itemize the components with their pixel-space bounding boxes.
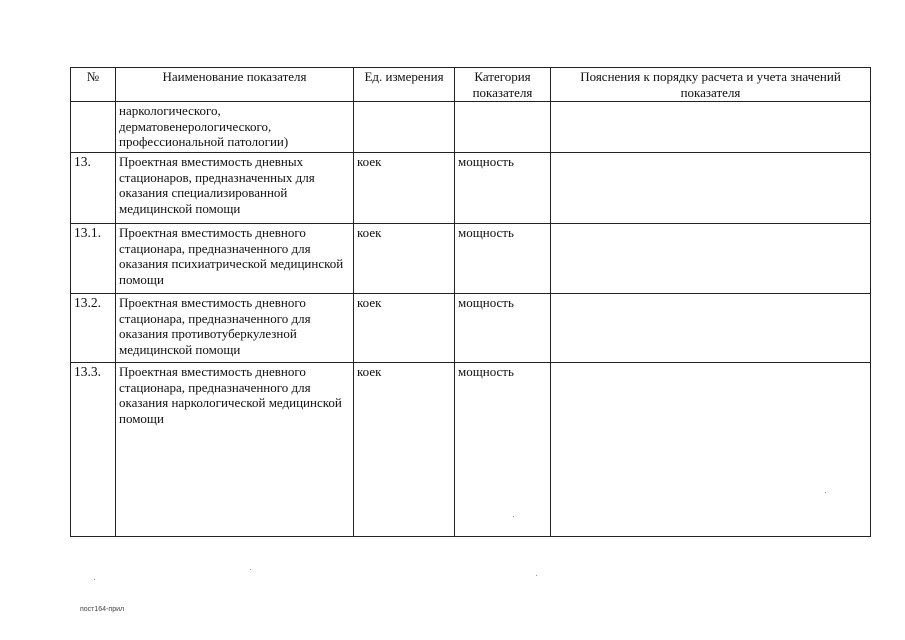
- table-row: [71, 153, 871, 224]
- table-row: [71, 294, 871, 363]
- table-header-row: [71, 68, 871, 102]
- header-num: №: [71, 68, 116, 102]
- row-notes: [551, 224, 871, 294]
- row-name: наркологического, дерматовенерологического, профессиональной патологии): [116, 102, 354, 153]
- header-notes: Пояснения к порядку расчета и учета значений показателя: [551, 68, 871, 102]
- row-unit: коек: [354, 294, 455, 363]
- row-name: Проектная вместимость дневного стационара, предназначенного для оказания психиатрической медицинской помощи: [116, 224, 354, 294]
- row-unit: коек: [354, 224, 455, 294]
- row-name: Проектная вместимость дневных стационаров, предназначенных для оказания специализированной медицинской помощи: [116, 153, 354, 224]
- scan-speck: [536, 575, 537, 576]
- table-row: [71, 363, 871, 537]
- header-unit: Ед. измерения: [354, 68, 455, 102]
- row-notes: [551, 363, 871, 537]
- scan-speck: [94, 579, 95, 580]
- table-row: [71, 224, 871, 294]
- row-unit: коек: [354, 363, 455, 537]
- row-category: мощность: [455, 224, 551, 294]
- row-name: Проектная вместимость дневного стационара, предназначенного для оказания противотуберкулезной медицинской помощи: [116, 294, 354, 363]
- indicator-table: [70, 67, 871, 537]
- header-category: Категория показателя: [455, 68, 551, 102]
- scan-speck: [250, 569, 251, 570]
- row-category: мощность: [455, 363, 551, 537]
- footer-stamp: пост164-прил: [80, 606, 125, 613]
- row-notes: [551, 102, 871, 153]
- row-num: [71, 102, 116, 153]
- row-category: мощность: [455, 153, 551, 224]
- scan-speck: [513, 516, 514, 517]
- row-num: 13.: [71, 153, 116, 224]
- scan-speck: [825, 492, 826, 493]
- table-row: [71, 102, 871, 153]
- row-num: 13.2.: [71, 294, 116, 363]
- row-unit: [354, 102, 455, 153]
- row-notes: [551, 153, 871, 224]
- row-num: 13.3.: [71, 363, 116, 537]
- row-notes: [551, 294, 871, 363]
- row-category: [455, 102, 551, 153]
- header-name: Наименование показателя: [116, 68, 354, 102]
- row-unit: коек: [354, 153, 455, 224]
- row-name: Проектная вместимость дневного стационара, предназначенного для оказания наркологической медицинской помощи: [116, 363, 354, 537]
- row-category: мощность: [455, 294, 551, 363]
- row-num: 13.1.: [71, 224, 116, 294]
